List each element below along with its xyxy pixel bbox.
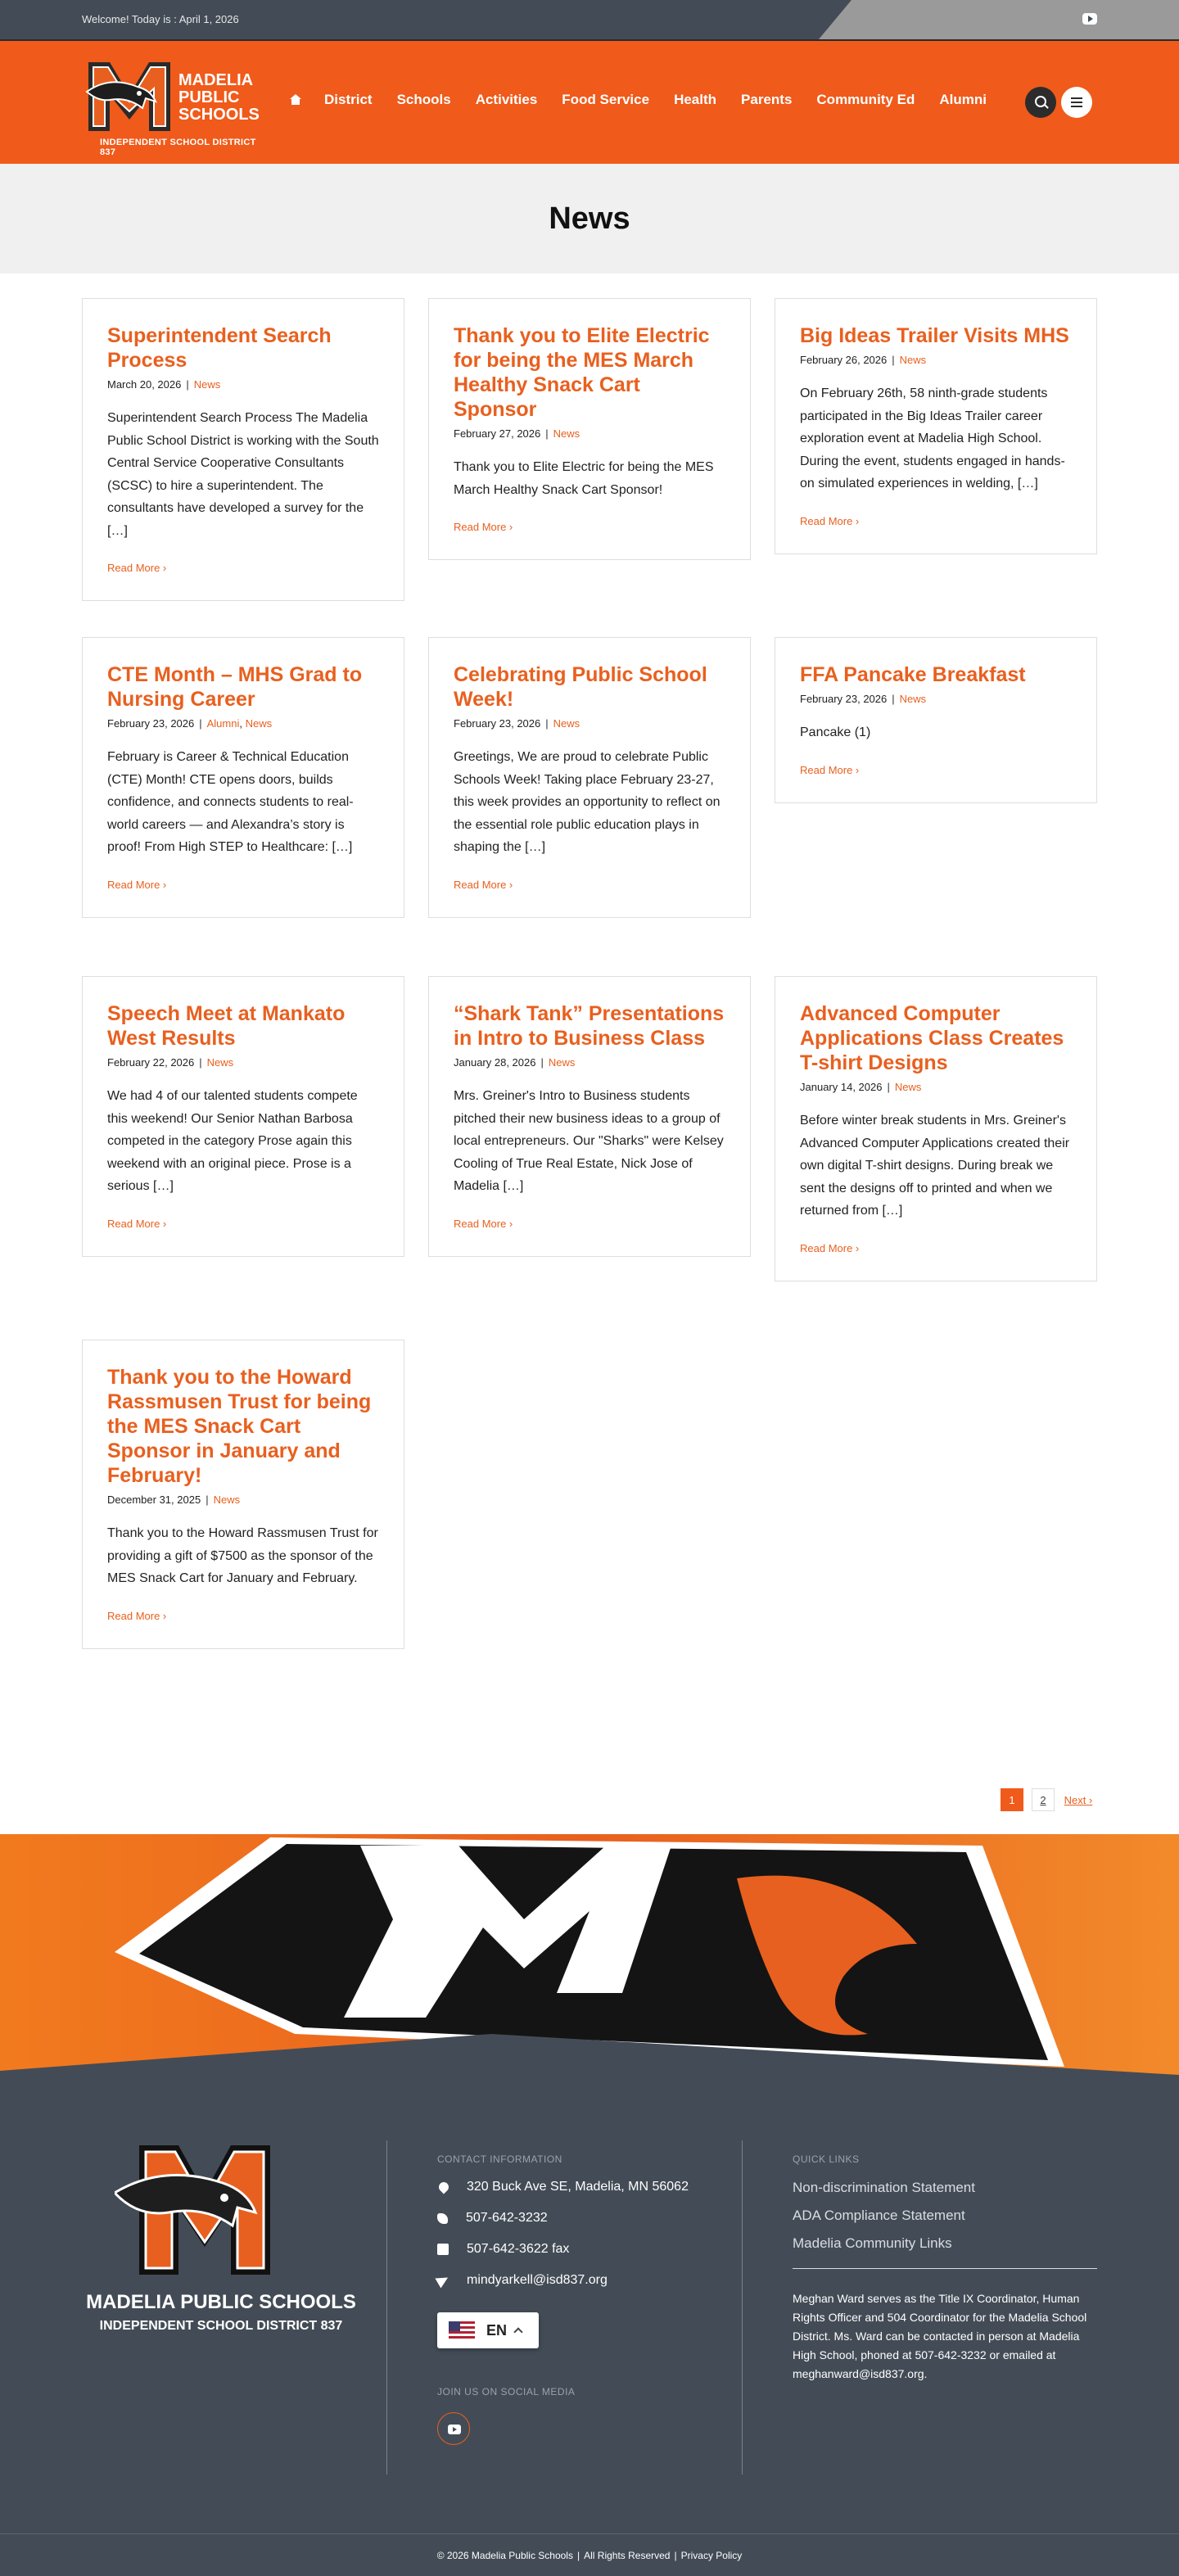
mascot-banner-image <box>0 1829 1179 2075</box>
site-logo[interactable] <box>82 56 270 157</box>
nav-district[interactable]: District <box>324 92 373 107</box>
news-card <box>82 976 404 1257</box>
news-title[interactable]: “Shark Tank” Presentations in Intro to Business Class <box>454 1002 725 1050</box>
page-title-bar <box>0 164 1179 273</box>
news-category[interactable]: News <box>894 1081 922 1093</box>
nav-activities[interactable]: Activities <box>475 92 538 107</box>
news-category[interactable]: News <box>213 1494 241 1506</box>
contact-address <box>437 2180 689 2194</box>
fax-text: 507-642-3622 fax <box>467 2242 570 2256</box>
news-category[interactable]: News <box>899 693 927 705</box>
mascot-banner <box>0 1829 1179 2075</box>
read-more-label: Read More <box>454 1217 507 1230</box>
fax-icon <box>437 2244 449 2255</box>
news-title[interactable]: FFA Pancake Breakfast <box>800 663 1026 686</box>
news-card <box>775 298 1097 554</box>
quick-link-community[interactable]: Madelia Community Links <box>793 2235 952 2251</box>
news-category[interactable]: News <box>553 427 580 440</box>
news-meta: February 23, 2026 | News <box>454 717 580 730</box>
news-title[interactable]: Thank you to Elite Electric for being the MES March Healthy Snack Cart Sponsor <box>454 324 710 421</box>
footer-divider <box>386 2140 387 2474</box>
news-date: February 26, 2026 <box>800 354 888 366</box>
news-meta: March 20, 2026 | News <box>107 378 221 391</box>
contact-heading: CONTACT INFORMATION <box>437 2153 562 2165</box>
news-title[interactable]: Advanced Computer Applications Class Creates T-shirt Designs <box>800 1002 1064 1074</box>
privacy-policy-link[interactable]: Privacy Policy <box>680 2549 743 2561</box>
news-title[interactable]: Superintendent Search Process <box>107 324 332 372</box>
read-more-label: Read More <box>107 878 160 891</box>
nav-schools[interactable]: Schools <box>396 92 451 107</box>
news-meta: February 23, 2026 | Alumni, News <box>107 717 273 730</box>
copyright-bar: © 2026 Madelia Public Schools | All Rights Reserved | Privacy Policy <box>0 2533 1179 2576</box>
language-code: EN <box>486 2321 508 2339</box>
us-flag-icon <box>449 2321 475 2339</box>
top-bar-accent <box>819 0 1179 39</box>
contact-fax <box>437 2242 569 2257</box>
page-title: News <box>549 201 630 236</box>
read-more-link[interactable]: Read More › <box>800 514 860 527</box>
news-title[interactable]: Speech Meet at Mankato West Results <box>107 1002 346 1050</box>
news-date: February 23, 2026 <box>107 717 195 730</box>
read-more-link[interactable]: Read More › <box>800 1241 860 1254</box>
map-pin-icon <box>437 2181 451 2194</box>
news-card <box>775 637 1097 803</box>
news-meta: February 22, 2026 | News <box>107 1056 234 1069</box>
nav-food-service[interactable]: Food Service <box>562 92 650 107</box>
news-category[interactable]: News <box>206 1056 234 1069</box>
hamburger-menu-icon[interactable] <box>1061 87 1092 118</box>
site-footer <box>0 2075 1179 2533</box>
read-more-label: Read More <box>454 878 507 891</box>
news-excerpt: Greetings, We are proud to celebrate Public Schools Week! Taking place February 23-27, this week provides an opportunity to reflect on the essential role public education plays in shaping the […] <box>454 750 720 854</box>
phone-icon <box>437 2213 448 2224</box>
paper-plane-icon <box>435 2272 450 2288</box>
site-header <box>0 39 1179 164</box>
news-date: February 22, 2026 <box>107 1056 195 1069</box>
read-more-link[interactable]: Read More › <box>454 521 513 533</box>
news-title[interactable]: CTE Month – MHS Grad to Nursing Career <box>107 663 363 711</box>
news-date: December 31, 2025 <box>107 1494 201 1506</box>
language-selector[interactable] <box>437 2312 539 2348</box>
read-more-link[interactable]: Read More › <box>107 562 167 574</box>
logo-name-line1: MADELIA <box>178 71 254 89</box>
logo-district: INDEPENDENT SCHOOL DISTRICT 837 <box>100 138 256 157</box>
news-title[interactable]: Thank you to the Howard Rassmusen Trust for being the MES Snack Cart Sponsor in January and February! <box>107 1366 372 1487</box>
logo-name-line3: SCHOOLS <box>178 106 260 124</box>
news-excerpt: Mrs. Greiner's Intro to Business students pitched their new business ideas to a group of local entrepreneurs. Our "Sharks" were Kelsey Cooling of True Real Estate, Nick Jose of Madelia […] <box>454 1089 724 1193</box>
top-bar <box>0 0 1179 39</box>
news-title[interactable]: Big Ideas Trailer Visits MHS <box>800 324 1069 347</box>
read-more-label: Read More <box>800 763 853 776</box>
news-category[interactable]: Alumni <box>206 717 240 730</box>
nav-parents[interactable]: Parents <box>741 92 793 107</box>
news-excerpt: Pancake (1) <box>800 725 871 739</box>
news-date: January 28, 2026 <box>454 1056 536 1069</box>
news-date: March 20, 2026 <box>107 378 182 391</box>
news-card <box>82 1340 404 1649</box>
read-more-label: Read More <box>454 521 507 533</box>
news-card <box>775 976 1097 1281</box>
news-meta: February 26, 2026 | News <box>800 354 927 366</box>
quick-links-heading: QUICK LINKS <box>793 2153 860 2165</box>
news-card <box>428 637 751 918</box>
quick-link-non-discrimination[interactable]: Non-discrimination Statement <box>793 2180 975 2195</box>
quick-links-divider <box>793 2268 1097 2269</box>
home-icon[interactable] <box>290 94 301 106</box>
welcome-date-text: Welcome! Today is : April 1, 2026 <box>82 13 239 25</box>
read-more-link[interactable]: Read More › <box>107 878 167 891</box>
news-category[interactable]: News <box>193 378 221 391</box>
news-excerpt: Thank you to the Howard Rassmusen Trust for providing a gift of $7500 as the sponsor of the MES Snack Cart for January and February. <box>107 1526 378 1585</box>
page-1-current[interactable]: 1 <box>1001 1788 1023 1811</box>
copyright-text: © 2026 Madelia Public Schools <box>436 2549 573 2561</box>
news-meta: February 27, 2026 | News <box>454 427 580 440</box>
youtube-icon[interactable] <box>1082 13 1097 25</box>
news-excerpt: Thank you to Elite Electric for being the MES March Healthy Snack Cart Sponsor! <box>454 460 714 497</box>
nav-community-ed[interactable]: Community Ed <box>816 92 915 107</box>
phone-text[interactable]: 507-642-3232 <box>466 2211 548 2225</box>
news-excerpt: We had 4 of our talented students compete this weekend! Our Senior Nathan Barbosa competed in the category Prose again this weekend with an original piece. Prose is a serious […] <box>107 1089 358 1193</box>
news-category[interactable]: News <box>553 717 580 730</box>
news-meta: January 14, 2026 | News <box>800 1081 922 1093</box>
contact-email[interactable] <box>437 2273 608 2288</box>
news-date: February 23, 2026 <box>454 717 541 730</box>
logo-name-line2: PUBLIC <box>178 88 240 106</box>
read-more-link[interactable]: Read More › <box>107 1217 167 1230</box>
next-page-link[interactable]: Next › <box>1064 1793 1093 1806</box>
news-category[interactable]: News <box>548 1056 576 1069</box>
pagination <box>0 1788 1179 1829</box>
nav-alumni[interactable]: Alumni <box>939 92 987 107</box>
news-category[interactable]: News <box>899 354 927 366</box>
news-card <box>82 637 404 918</box>
news-excerpt: Superintendent Search Process The Madelia Public School District is working with the South Central Service Cooperative Consultants (SCSC) to hire a superintendent. The consultants have developed a survey for the […] <box>107 411 379 538</box>
chevron-up-icon <box>513 2327 522 2336</box>
read-more-link[interactable]: Read More › <box>454 1217 513 1230</box>
footer-logo-icon[interactable] <box>115 2140 295 2280</box>
read-more-label: Read More <box>107 1609 160 1622</box>
quick-link-ada[interactable]: ADA Compliance Statement <box>793 2208 965 2223</box>
madelia-m-logo-icon <box>85 59 174 134</box>
read-more-label: Read More <box>107 562 160 574</box>
news-category[interactable]: News <box>245 717 273 730</box>
read-more-label: Read More <box>800 514 853 527</box>
page-2-link[interactable]: 2 <box>1032 1788 1055 1811</box>
read-more-link[interactable]: Read More › <box>107 1609 167 1622</box>
logo-name <box>178 72 260 124</box>
read-more-label: Read More <box>800 1241 853 1254</box>
nav-health[interactable]: Health <box>674 92 717 107</box>
title-ix-notice: Meghan Ward serves as the Title IX Coordinator, Human Rights Officer and 504 Coordinator for the Madelia School District. Ms. Ward can be contacted in person at Madelia High School, phoned at 507-642-3232 or emailed at meghanward@isd837.org. <box>793 2292 1087 2380</box>
email-text[interactable]: mindyarkell@isd837.org <box>467 2273 608 2287</box>
read-more-link[interactable]: Read More › <box>800 763 860 776</box>
social-heading: JOIN US ON SOCIAL MEDIA <box>437 2386 576 2397</box>
news-date: February 23, 2026 <box>800 693 888 705</box>
news-excerpt: Before winter break students in Mrs. Greiner's Advanced Computer Applications created their own digital T-shirt designs. During break we sent the designs off to printed and when we returned from […] <box>800 1114 1070 1218</box>
news-meta: February 23, 2026 | News <box>800 693 927 705</box>
footer-school-name: MADELIA PUBLIC SCHOOLS <box>86 2291 356 2313</box>
youtube-social-icon[interactable] <box>437 2412 470 2445</box>
news-meta: December 31, 2025 | News <box>107 1494 241 1506</box>
address-text: 320 Buck Ave SE, Madelia, MN 56062 <box>467 2180 689 2194</box>
news-card <box>428 976 751 1257</box>
news-card <box>428 298 751 560</box>
footer-district: INDEPENDENT SCHOOL DISTRICT 837 <box>99 2319 343 2333</box>
rights-text: All Rights Reserved <box>584 2549 671 2561</box>
news-excerpt: On February 26th, 58 ninth-grade students participated in the Big Ideas Trailer career exploration event at Madelia High School. During the event, students engaged in hands-on simulated experiences in welding, […] <box>800 386 1065 490</box>
news-meta: January 28, 2026 | News <box>454 1056 576 1069</box>
news-excerpt: February is Career & Technical Education (CTE) Month! CTE opens doors, builds confidence, and connects students to real-world careers — and Alexandra’s story is proof! From High STEP to Healthcare: […] <box>107 750 354 854</box>
search-icon[interactable] <box>1025 87 1056 118</box>
news-date: January 14, 2026 <box>800 1081 883 1093</box>
news-title[interactable]: Celebrating Public School Week! <box>454 663 707 711</box>
news-date: February 27, 2026 <box>454 427 541 440</box>
read-more-link[interactable]: Read More › <box>454 878 513 891</box>
footer-divider <box>742 2140 743 2474</box>
news-grid <box>0 273 1179 1788</box>
read-more-label: Read More <box>107 1217 160 1230</box>
news-card <box>82 298 404 601</box>
contact-phone[interactable] <box>437 2211 548 2226</box>
main-nav <box>290 92 1011 108</box>
